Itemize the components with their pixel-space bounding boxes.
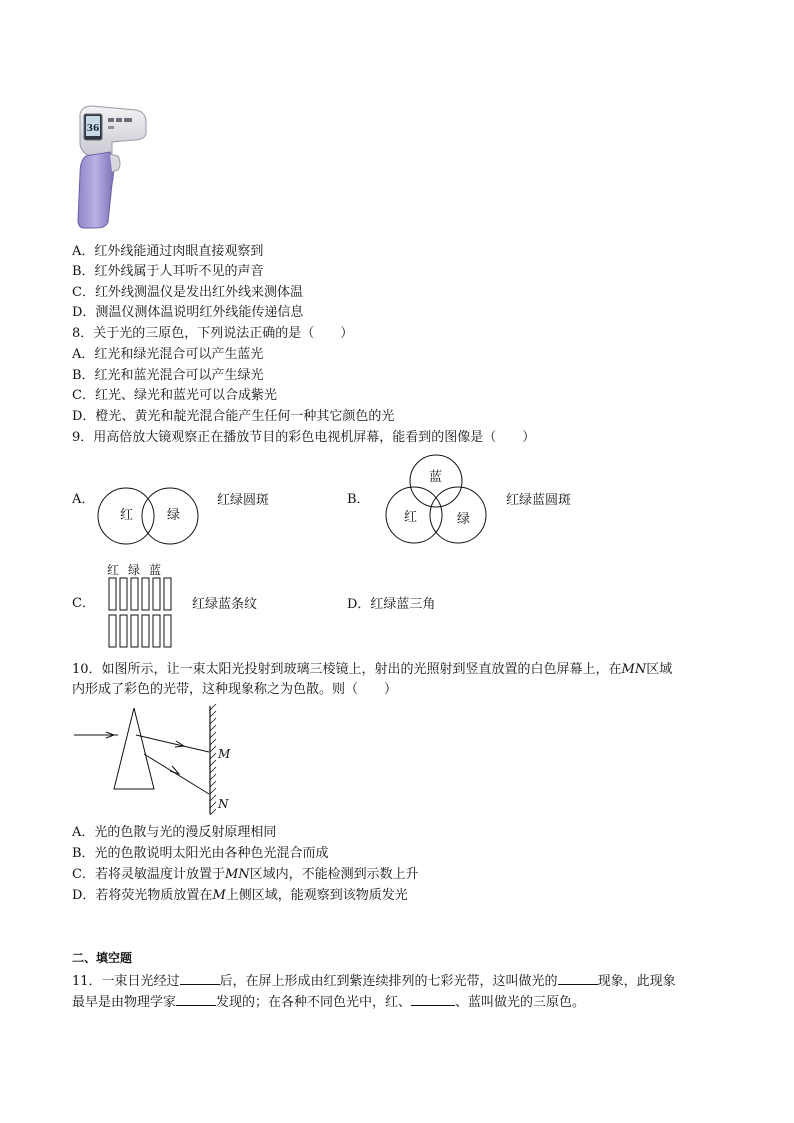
q11-line2 (72, 991, 585, 1013)
q7-option-a: A．红外线能通过肉眼直接观察到 (72, 244, 264, 259)
q9-option-a-caption: 红绿圆斑 (217, 493, 270, 508)
q11-line1 (72, 970, 676, 992)
q10-option-d-pre: D．若将荧光物质放置在 (72, 888, 213, 903)
q8-option-b: B．红光和蓝光混合可以产生绿光 (72, 368, 264, 383)
q11-blank-2[interactable] (558, 970, 598, 985)
q11-blank-4[interactable] (411, 991, 455, 1006)
q11-blank-3[interactable] (176, 991, 216, 1006)
q11-text-6: 、蓝叫做光的三原色。 (455, 995, 586, 1010)
q11-text-4: 最早是由物理学家 (72, 995, 177, 1010)
q10-label-m: M (218, 747, 231, 761)
q10-stem-line1 (72, 660, 672, 680)
infrared-thermometer-image (72, 104, 152, 232)
q10-option-d-post: 上侧区域，能观察到该物质发光 (225, 888, 408, 903)
q10-option-a: A．光的色散与光的漫反射原理相同 (72, 825, 277, 840)
q9-c-header-green: 绿 (128, 563, 142, 577)
q10-option-b: B．光的色散说明太阳光由各种色光混合而成 (72, 846, 329, 861)
q10-option-c-mn: MN (224, 867, 250, 882)
q10-stem-post: 区域 (646, 662, 673, 677)
q9-option-a-diagram (94, 484, 208, 548)
q9-option-c-caption: 红绿蓝条纹 (192, 597, 258, 612)
q10-option-c-pre: C．若将灵敏温度计放置于 (72, 867, 225, 882)
q9-option-b-caption: 红绿蓝圆斑 (506, 493, 572, 508)
thermometer-screen-text: 36 (86, 124, 100, 134)
q7-option-c: C．红外线测温仪是发出红外线来测体温 (72, 285, 303, 300)
q10-option-d (72, 886, 408, 906)
q10-stem-line2: 内形成了彩色的光带，这种现象称之为色散。则（ ） (72, 682, 398, 697)
q9-a-red-label: 红 (120, 508, 134, 523)
q10-option-c-post: 区域内，不能检测到示数上升 (249, 867, 419, 882)
q11-text-5: 发现的；在各种不同色光中，红、 (216, 995, 412, 1010)
q9-c-header-blue: 蓝 (149, 563, 163, 577)
q9-option-a-letter: A． (72, 492, 95, 507)
q10-stem-pre: 10．如图所示，让一束太阳光投射到玻璃三棱镜上，射出的光照射到竖直放置的白色屏幕上，在 (72, 662, 622, 677)
q8-stem: 8．关于光的三原色，下列说法正确的是（ ） (72, 326, 354, 341)
q9-stem: 9．用高倍放大镜观察正在播放节目的彩色电视机屏幕，能看到的图像是（ ） (72, 430, 536, 445)
section-title: 二、填空题 (72, 951, 133, 965)
q9-b-blue-label: 蓝 (429, 470, 443, 485)
q9-option-d: D．红绿蓝三角 (347, 597, 436, 612)
q8-option-d: D．橙光、黄光和靛光混合能产生任何一种其它颜色的光 (72, 409, 395, 424)
q11-text-1: 11．一束日光经过 (72, 974, 180, 989)
q9-c-header-red: 红 (107, 563, 121, 577)
q11-text-2: 后，在屏上形成由红到紫连续排列的七彩光带，这叫做光的 (219, 974, 558, 989)
q9-option-c-stripes (106, 577, 172, 649)
q8-option-a: A．红光和绿光混合可以产生蓝光 (72, 347, 264, 362)
q11-blank-1[interactable] (180, 970, 220, 985)
q10-option-c (72, 865, 419, 885)
q9-a-green-label: 绿 (167, 508, 181, 523)
q8-option-c: C．红光、绿光和蓝光可以合成紫光 (72, 388, 277, 403)
q9-option-c-letter: C． (72, 596, 95, 611)
q11-text-3: 现象，此现象 (597, 974, 676, 989)
q10-prism-diagram (72, 702, 252, 818)
q9-b-red-label: 红 (404, 510, 418, 525)
q7-option-b: B．红外线属于人耳听不见的声音 (72, 264, 264, 279)
q7-option-d: D．测温仪测体温说明红外线能传递信息 (72, 305, 304, 320)
q9-b-green-label: 绿 (457, 512, 471, 527)
q10-label-n: N (218, 797, 229, 811)
q10-option-d-m: M (212, 888, 226, 903)
q10-stem-mn: MN (621, 662, 647, 677)
q9-option-b-letter: B． (347, 492, 370, 507)
